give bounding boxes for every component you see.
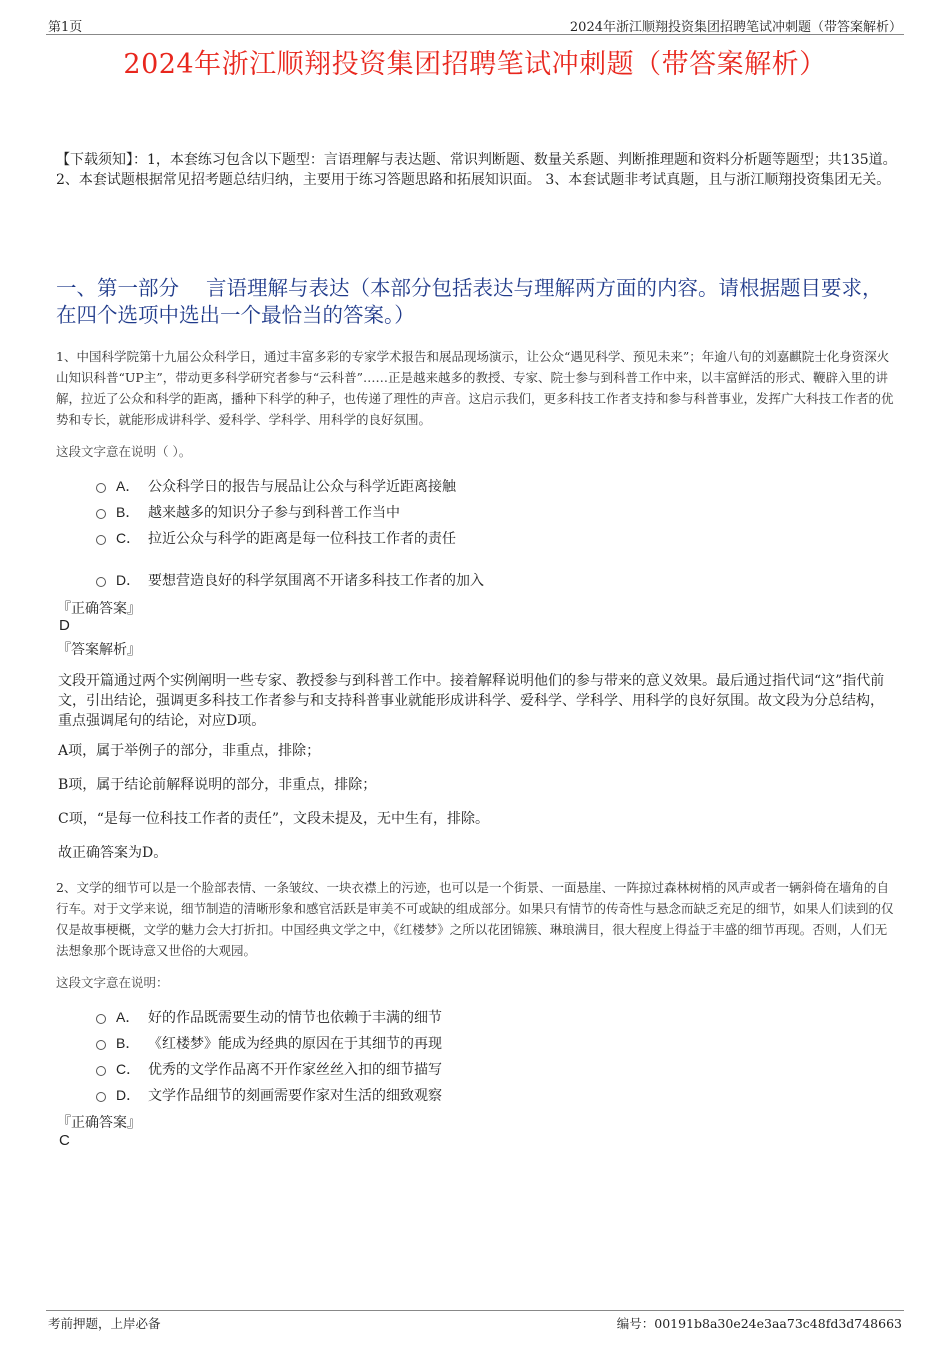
option-letter: B． — [116, 1035, 140, 1051]
q2-answer-label: 『正确答案』 — [57, 1115, 141, 1131]
radio-icon[interactable] — [96, 483, 106, 493]
radio-icon[interactable] — [96, 535, 106, 545]
q1-analysis-a: A项，属于举例子的部分，非重点，排除； — [58, 743, 321, 759]
q1-answer: D — [59, 617, 70, 634]
q1-analysis-b: B项，属于结论前解释说明的部分，非重点，排除； — [58, 777, 377, 793]
running-title: 2024年浙江顺翔投资集团招聘笔试冲刺题（带答案解析） — [569, 20, 902, 35]
q2-option-d[interactable] — [96, 1085, 442, 1105]
radio-icon[interactable] — [96, 577, 106, 587]
section-heading: 一、第一部分 言语理解与表达（本部分包括表达与理解两方面的内容。请根据题目要求，在四个选项中选出一个最恰当的答案。） — [56, 276, 883, 327]
q1-answer-label: 『正确答案』 — [57, 601, 141, 617]
option-letter: B． — [116, 504, 140, 520]
header-divider — [46, 34, 904, 35]
q1-analysis-label: 『答案解析』 — [57, 642, 141, 658]
option-text: 优秀的文学作品离不开作家丝丝入扣的细节描写 — [148, 1062, 442, 1078]
q1-option-c[interactable] — [96, 528, 456, 548]
option-letter: A． — [116, 478, 140, 494]
q2-option-b[interactable] — [96, 1033, 442, 1053]
q1-analysis-conclusion: 故正确答案为D。 — [58, 845, 168, 861]
q2-answer: C — [59, 1132, 70, 1149]
q2-option-a[interactable] — [96, 1007, 442, 1027]
option-text: 文学作品细节的刻画需要作家对生活的细致观察 — [148, 1088, 442, 1104]
q1-analysis-c: C项，“是每一位科技工作者的责任”，文段未提及，无中生有，排除。 — [58, 811, 490, 827]
question-2-text: 2、文学的细节可以是一个脸部表情、一条皱纹、一块衣襟上的污迹，也可以是一个街景、一面悬崖、一阵掠过森林树梢的风声或者一辆斜倚在墙角的自行车。对于文学来说，细节制造的清晰形象和感官活跃是审美不可或缺的组成部分。如果只有情节的传奇性与悬念而缺乏充足的细节，如果人们读到的仅仅是故事梗概，文学的魅力会大打折扣。中国经典文学之中，《红楼梦》之所以花团锦簇、琳琅满目，很大程度上得益于丰盛的细节再现。否则，人们无法想象那个既诗意又世俗的大观园。 — [56, 880, 894, 958]
document-title: 2024年浙江顺翔投资集团招聘笔试冲刺题（带答案解析） — [123, 49, 827, 80]
radio-icon[interactable] — [96, 1040, 106, 1050]
radio-icon[interactable] — [96, 1066, 106, 1076]
option-text: 公众科学日的报告与展品让公众与科学近距离接触 — [148, 479, 456, 495]
question-1-prompt: 这段文字意在说明（ ）。 — [56, 444, 192, 459]
footer-slogan: 考前押题，上岸必备 — [48, 1316, 161, 1331]
option-text: 拉近公众与科学的距离是每一位科技工作者的责任 — [148, 531, 456, 547]
document-id: 编号：00191b8a30e24e3aa73c48fd3d748663 — [616, 1316, 902, 1331]
option-letter: D． — [116, 1087, 141, 1103]
option-text: 《红楼梦》能成为经典的原因在于其细节的再现 — [148, 1036, 442, 1052]
page-number: 第1页 — [48, 20, 83, 35]
option-letter: C． — [116, 530, 141, 546]
option-letter: A． — [116, 1009, 140, 1025]
q2-option-c[interactable] — [96, 1059, 442, 1079]
download-notice: 【下载须知】：1，本套练习包含以下题型：言语理解与表达题、常识判断题、数量关系题、判断推理题和资料分析题等题型；共135道。 2、本套试题根据常见招考题总结归纳，主要用于练习答题思路和拓展知识面。 3、本套试题非考试真题，且与浙江顺翔投资集团无关。 — [56, 152, 897, 188]
option-letter: C． — [116, 1061, 141, 1077]
question-1-text: 1、中国科学院第十九届公众科学日，通过丰富多彩的专家学术报告和展品现场演示，让公众“遇见科学、预见未来”；年逾八旬的刘嘉麒院士化身资深火山知识科普“UP主”，带动更多科学研究者参与“云科普”……正是越来越多的教授、专家、院士参与到科普工作中来，以丰富鲜活的形式、鞭辟入里的讲解，拉近了公众和科学的距离，播种下科学的种子，也传递了理性的声音。这启示我们，更多科技工作者支持和参与科普事业，发挥广大科技工作者的优势和专长，就能形成讲科学、爱科学、学科学、用科学的良好氛围。 — [56, 349, 894, 427]
q1-analysis-summary: 文段开篇通过两个实例阐明一些专家、教授参与到科普工作中。接着解释说明他们的参与带来的意义效果。最后通过指代词“这”指代前文，引出结论，强调更多科技工作者参与和支持科普事业就能形成讲科学、爱科学、学科学、用科学的良好氛围。故文段为分总结构，重点强调尾句的结论，对应D项。 — [58, 673, 885, 729]
footer-divider — [46, 1310, 904, 1311]
radio-icon[interactable] — [96, 1014, 106, 1024]
option-letter: D． — [116, 572, 141, 588]
option-text: 要想营造良好的科学氛围离不开诸多科技工作者的加入 — [148, 573, 484, 589]
q1-option-b[interactable] — [96, 502, 400, 522]
radio-icon[interactable] — [96, 509, 106, 519]
q1-option-d[interactable] — [96, 570, 484, 590]
option-text: 越来越多的知识分子参与到科普工作当中 — [148, 505, 400, 521]
option-text: 好的作品既需要生动的情节也依赖于丰满的细节 — [148, 1010, 442, 1026]
question-2-prompt: 这段文字意在说明： — [56, 975, 169, 990]
q1-option-a[interactable] — [96, 476, 456, 496]
radio-icon[interactable] — [96, 1092, 106, 1102]
